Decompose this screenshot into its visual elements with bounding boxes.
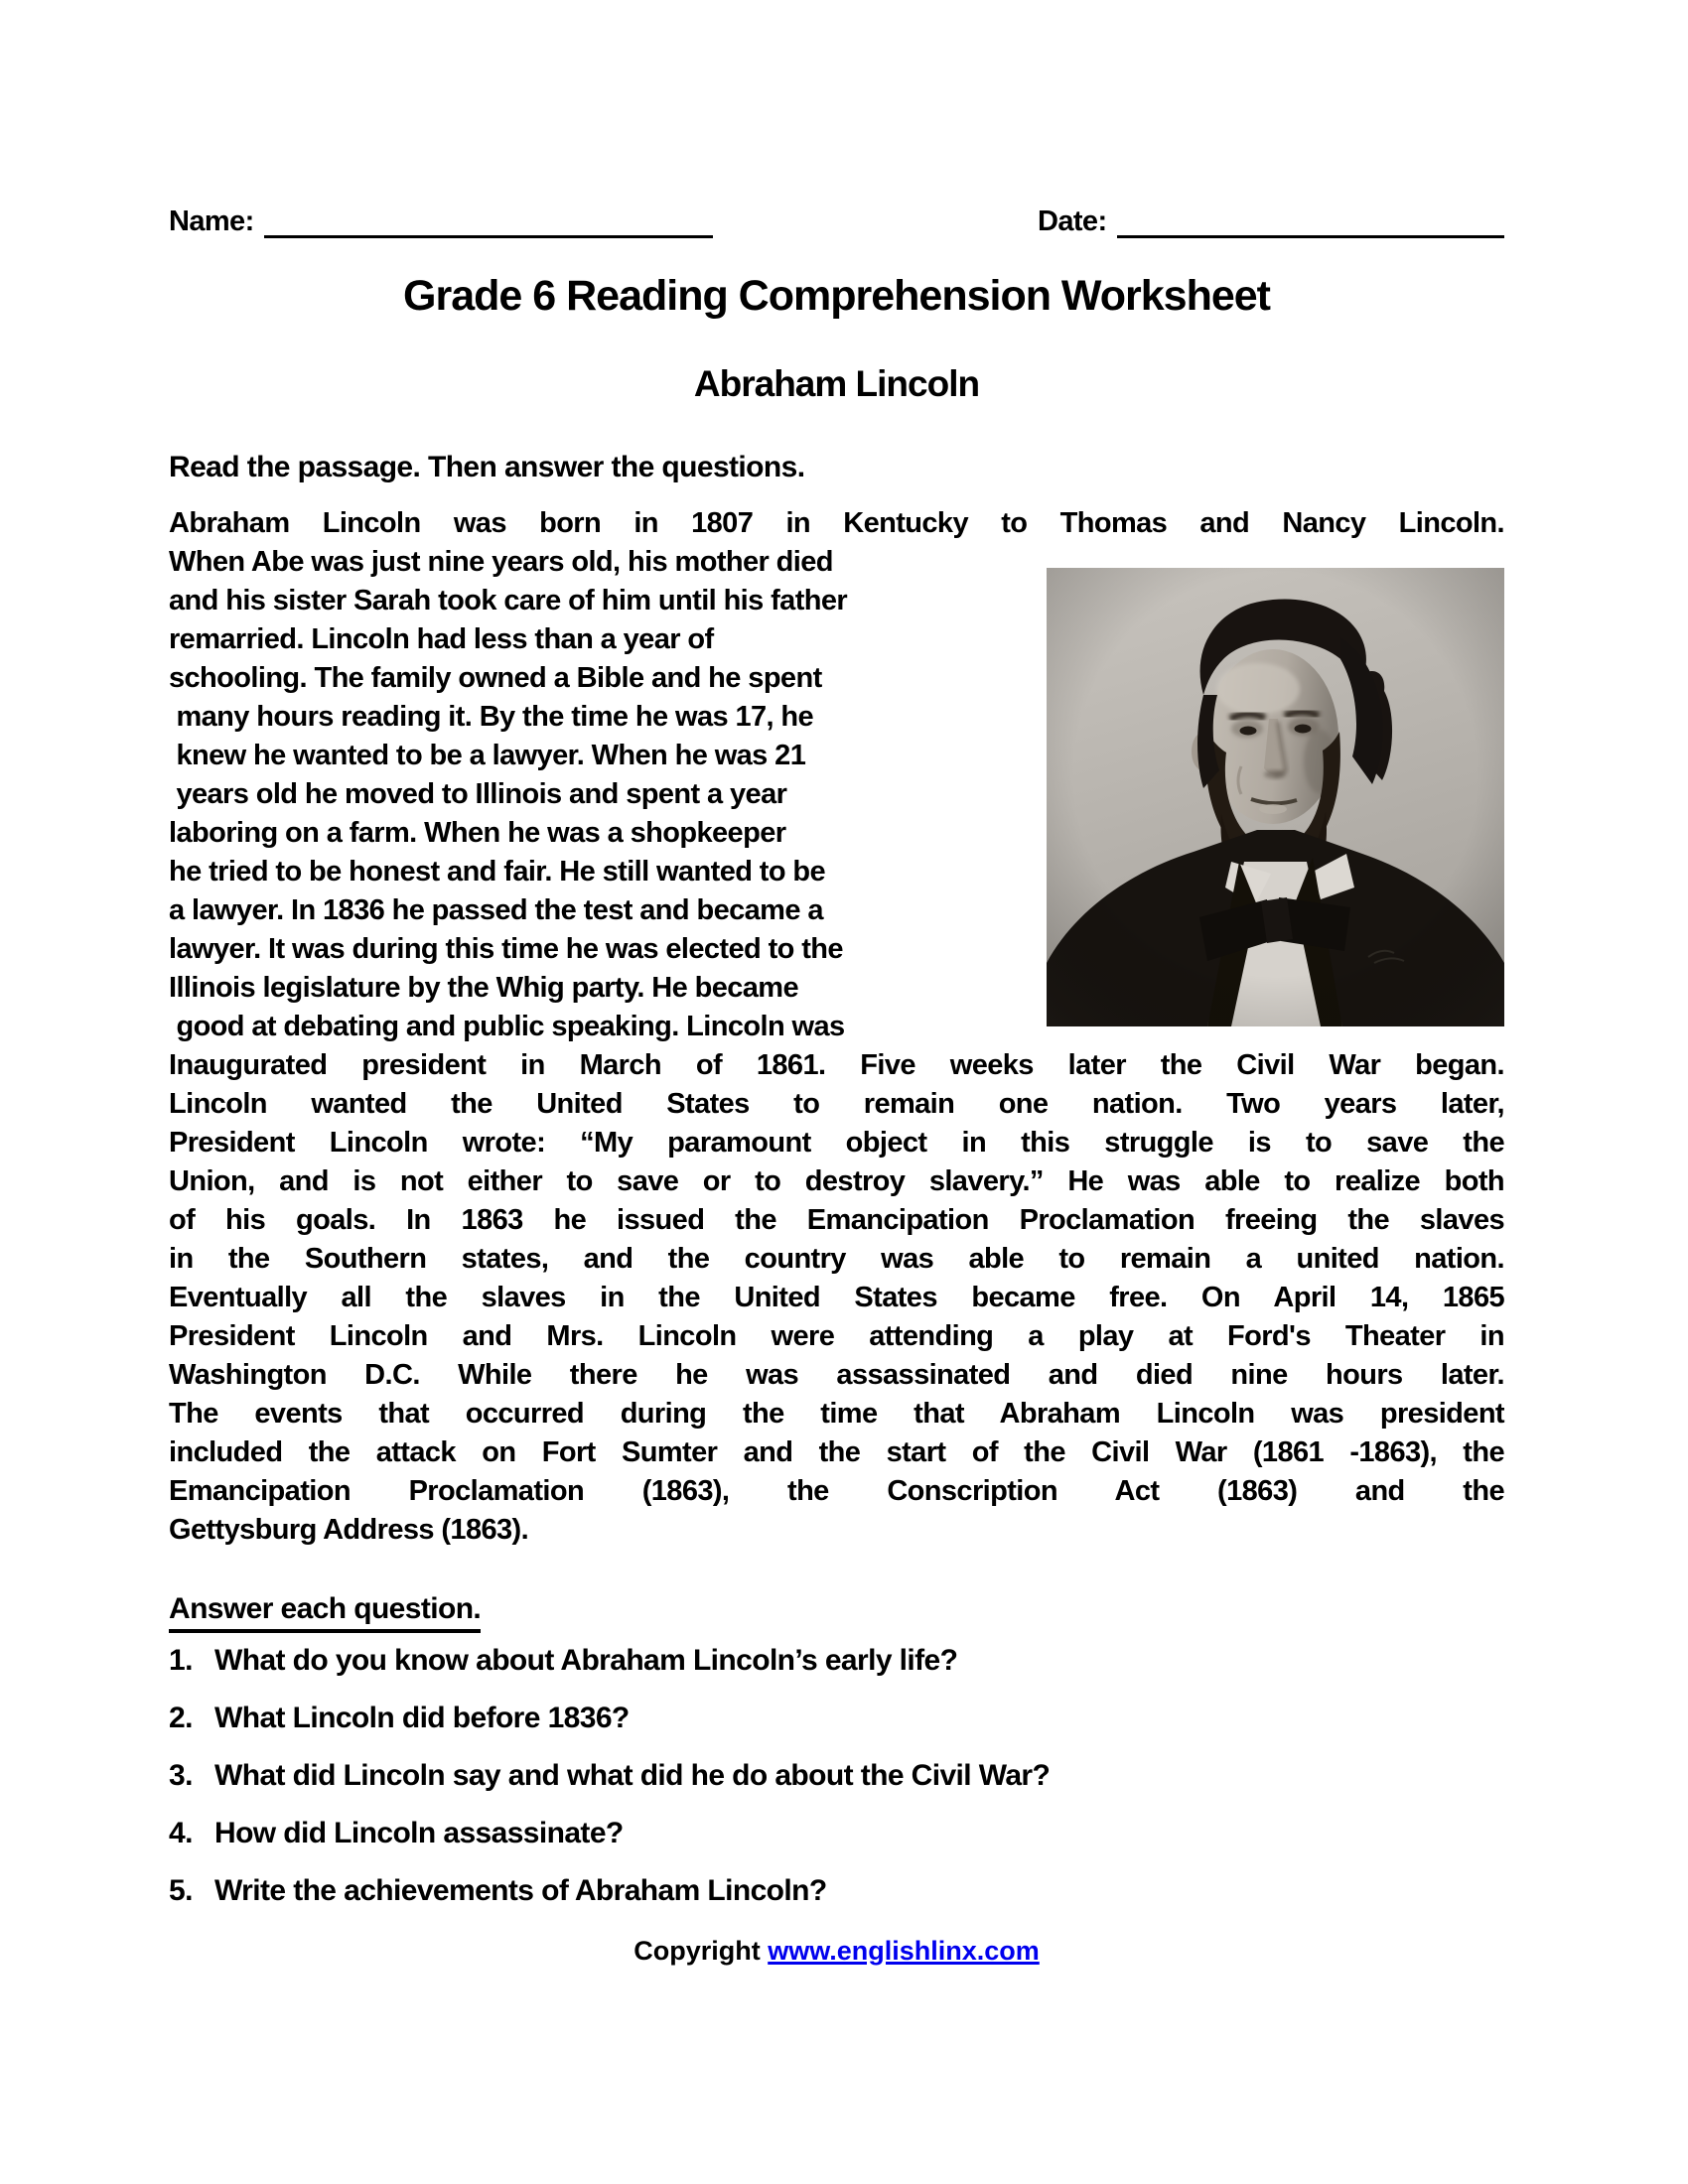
passage-line: included the attack on Fort Sumter and the start of the Civil War (1861 -1863), the [169, 1436, 1504, 1468]
englishlinx-link[interactable]: www.englishlinx.com [768, 1936, 1040, 1966]
page-title: Grade 6 Reading Comprehension Worksheet [403, 272, 1270, 320]
passage-line: Gettysburg Address (1863). [169, 1514, 529, 1546]
abraham-lincoln-photo [1047, 568, 1504, 1026]
question-item [169, 1871, 1504, 1910]
passage-line: Union, and is not either to save or to destroy slavery.” He was able to realize both [169, 1165, 1504, 1197]
footer [169, 1936, 1504, 1967]
page-subtitle: Abraham Lincoln [693, 363, 980, 404]
passage-line: The events that occurred during the time that Abraham Lincoln was president [169, 1398, 1504, 1430]
question-text: Write the achievements of Abraham Lincoln? [214, 1874, 827, 1907]
passage-line: in the Southern states, and the country was able to remain a united nation. [169, 1243, 1504, 1275]
passage-line: good at debating and public speaking. Lincoln was [169, 1011, 845, 1042]
passage-line: and his sister Sarah took care of him until his father [169, 585, 848, 616]
header-row [169, 199, 1504, 238]
question-item [169, 1699, 1504, 1737]
question-item [169, 1756, 1504, 1795]
passage-line: lawyer. It was during this time he was elected to the [169, 933, 843, 965]
passage-line: schooling. The family owned a Bible and he spent [169, 662, 822, 694]
question-number: 4. [169, 1817, 193, 1849]
passage-line: a lawyer. In 1836 he passed the test and became a [169, 894, 823, 926]
passage-line: many hours reading it. By the time he was 17, he [169, 701, 814, 733]
question-number: 1. [169, 1644, 193, 1677]
passage-line: President Lincoln and Mrs. Lincoln were attending a play at Ford's Theater in [169, 1320, 1504, 1352]
passage-line: Washington D.C. While there he was assassinated and died nine hours later. [169, 1359, 1504, 1391]
copyright-label: Copyright [633, 1936, 769, 1966]
questions-list [169, 1641, 1504, 1910]
question-text: How did Lincoln assassinate? [214, 1817, 624, 1849]
passage-line: of his goals. In 1863 he issued the Emancipation Proclamation freeing the slaves [169, 1204, 1504, 1236]
date-label: Date: [1038, 205, 1107, 237]
question-item [169, 1641, 1504, 1680]
passage-line: he tried to be honest and fair. He still wanted to be [169, 856, 826, 887]
passage-line: years old he moved to Illinois and spent a year [169, 778, 787, 810]
passage-line: Emancipation Proclamation (1863), the Conscription Act (1863) and the [169, 1475, 1504, 1507]
passage-line: President Lincoln wrote: “My paramount object in this struggle is to save the [169, 1127, 1504, 1159]
date-blank[interactable] [1117, 205, 1504, 238]
passage-line: Illinois legislature by the Whig party. He became [169, 972, 799, 1004]
question-number: 2. [169, 1702, 193, 1734]
passage-line: Abraham Lincoln was born in 1807 in Kentucky to Thomas and Nancy Lincoln. [169, 507, 1504, 539]
passage-line: When Abe was just nine years old, his mother died [169, 546, 833, 578]
question-text: What Lincoln did before 1836? [214, 1702, 630, 1734]
passage-line: Lincoln wanted the United States to remain one nation. Two years later, [169, 1088, 1504, 1120]
answer-section-heading [169, 1589, 1504, 1633]
name-label: Name: [169, 205, 254, 237]
passage-line: remarried. Lincoln had less than a year of [169, 623, 714, 655]
question-number: 5. [169, 1874, 193, 1907]
passage-line: Inaugurated president in March of 1861. Five weeks later the Civil War began. [169, 1049, 1504, 1081]
question-item [169, 1814, 1504, 1852]
passage-line: laboring on a farm. When he was a shopkeeper [169, 817, 786, 849]
question-text: What did Lincoln say and what did he do about the Civil War? [214, 1759, 1051, 1792]
passage-line: knew he wanted to be a lawyer. When he was 21 [169, 740, 806, 771]
question-text: What do you know about Abraham Lincoln’s early life? [214, 1644, 958, 1677]
answer-heading-text: Answer each question. [169, 1589, 481, 1633]
passage [169, 504, 1504, 1550]
question-number: 3. [169, 1759, 193, 1792]
name-blank[interactable] [264, 205, 713, 238]
passage-line: Eventually all the slaves in the United States became free. On April 14, 1865 [169, 1282, 1504, 1313]
instruction-text: Read the passage. Then answer the questions. [169, 451, 805, 483]
